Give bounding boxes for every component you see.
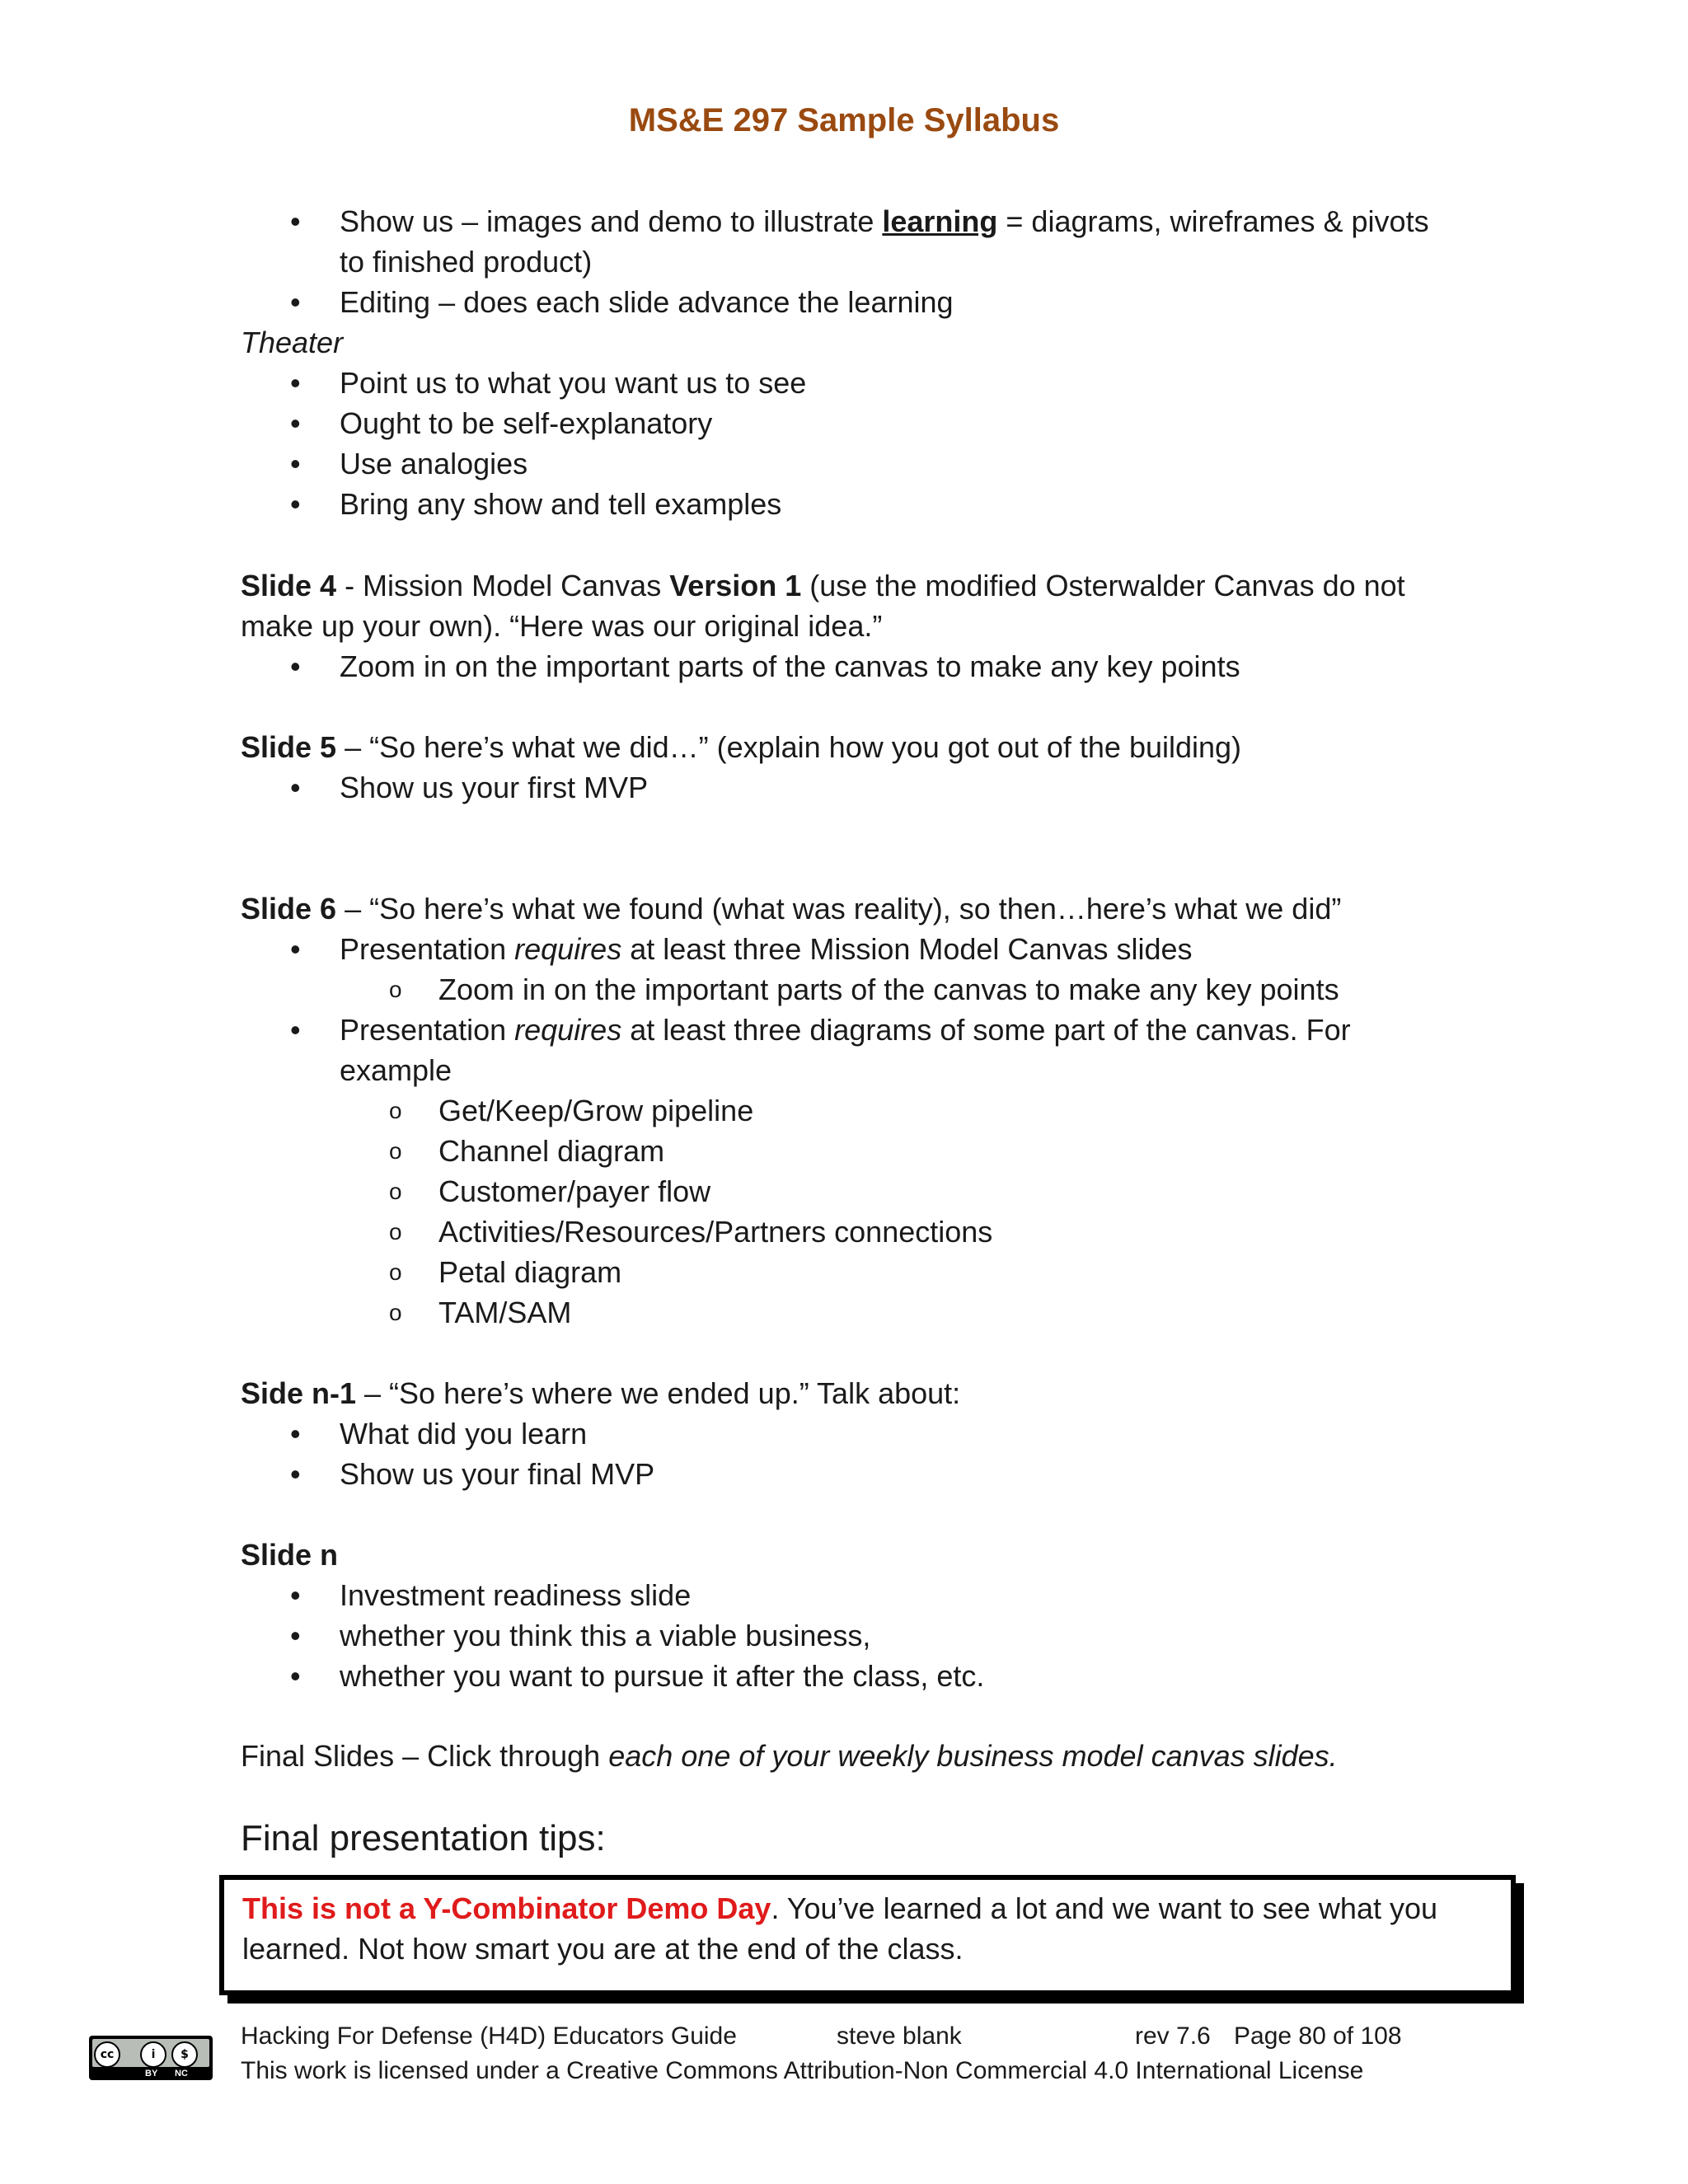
- list-item: • Ought to be self-explanatory: [241, 403, 1477, 443]
- side-n-minus-1-section: Side n-1 – “So here’s where we ended up.” Talk about: • What did you learn • Show us your final MVP: [241, 1373, 1477, 1494]
- bullet-marker: [290, 282, 301, 322]
- list-item-continuation: example: [340, 1053, 452, 1087]
- final-slides-paragraph: Final Slides – Click through each one of your weekly business model canvas slides.: [241, 1739, 1338, 1773]
- list-item: • whether you want to pursue it after the class, etc.: [241, 1656, 1477, 1696]
- list-item: • Investment readiness slide: [241, 1575, 1477, 1615]
- by-icon: i: [140, 2041, 166, 2068]
- list-item: • Presentation requires at least three diagrams of some part of the canvas. For: [241, 1010, 1477, 1050]
- list-item: • Bring any show and tell examples: [241, 484, 1477, 524]
- cc-license-icon: cc i $ BY NC: [89, 2036, 213, 2080]
- list-item: [241, 201, 1477, 241]
- list-item: • Show us your first MVP: [241, 767, 1477, 808]
- list-item: • Zoom in on the important parts of the canvas to make any key points: [241, 646, 1477, 687]
- list-item: • What did you learn: [241, 1413, 1477, 1454]
- callout-box: This is not a Y-Combinator Demo Day. You’ve learned a lot and we want to see what you learned. Not how smart you are at the end of the class.: [219, 1875, 1516, 1995]
- footer-guide-title: Hacking For Defense (H4D) Educators Guide: [241, 2022, 737, 2050]
- page-title: MS&E 297 Sample Syllabus: [628, 102, 1060, 138]
- list-item: • Editing – does each slide advance the learning: [241, 282, 1477, 322]
- slide-label: Slide 6: [241, 892, 337, 926]
- list-item: • whether you think this a viable business,: [241, 1615, 1477, 1656]
- sub-list-item: o Activities/Resources/Partners connections: [241, 1212, 1477, 1252]
- cc-icon: cc: [94, 2041, 120, 2068]
- slide-label: Slide 5: [241, 730, 337, 764]
- footer-license-text: This work is licensed under a Creative Commons Attribution-Non Commercial 4.0 International License: [241, 2057, 1364, 2084]
- slide6-section: Slide 6 – “So here’s what we found (what was reality), so then…here’s what we did” • Presentation requires at least three Mission Model Canvas slides o Zoom in on the important parts of the canvas to make any key points • Presentation requires at least three diagrams of some part of the canvas. For example o Get/Keep/Grow pipeline o Channel diagram o Customer/payer flow o Activities/Resources/Partners connections o Petal diagram o TAM/SAM: [241, 888, 1477, 1333]
- bullet-marker: [290, 201, 301, 241]
- list-item: • Show us your final MVP: [241, 1454, 1477, 1494]
- sub-list-item: o Channel diagram: [241, 1131, 1477, 1171]
- list-item: • Presentation requires at least three Mission Model Canvas slides: [241, 929, 1477, 969]
- slide-label: Side n-1: [241, 1376, 357, 1410]
- footer-author: steve blank: [837, 2022, 962, 2050]
- list-item-text: = diagrams, wireframes & pivots: [997, 204, 1429, 238]
- list-item-continuation: to finished product): [340, 245, 593, 279]
- slide5-section: Slide 5 – “So here’s what we did…” (explain how you got out of the building) • Show us your first MVP: [241, 727, 1477, 808]
- list-item-text: Show us – images and demo to illustrate: [340, 204, 883, 238]
- slide4-section: Slide 4 - Mission Model Canvas Version 1 (use the modified Osterwalder Canvas do not make up your own). “Here was our original idea.” • Zoom in on the important parts of the canvas to make any key points: [241, 565, 1477, 687]
- tips-heading: Final presentation tips:: [241, 1818, 606, 1858]
- page-footer: [241, 2019, 1436, 2088]
- callout-highlight: This is not a Y-Combinator Demo Day: [242, 1891, 771, 1925]
- sub-list-item: o Zoom in on the important parts of the canvas to make any key points: [241, 969, 1477, 1010]
- sub-list-item: o Customer/payer flow: [241, 1171, 1477, 1212]
- sub-list-item: o Get/Keep/Grow pipeline: [241, 1090, 1477, 1131]
- emphasis-learning: learning: [882, 204, 998, 238]
- list-item: • Point us to what you want us to see: [241, 363, 1477, 403]
- slide-n-section: [241, 1535, 1477, 1696]
- slide-label: Slide n: [241, 1538, 339, 1572]
- footer-revision: rev 7.6: [1135, 2022, 1211, 2050]
- sub-list-item: o TAM/SAM: [241, 1292, 1477, 1333]
- sub-list-item: o Petal diagram: [241, 1252, 1477, 1292]
- intro-section: [241, 201, 1477, 524]
- section-heading-theater: Theater: [241, 326, 344, 359]
- footer-page-number: Page 80 of 108: [1234, 2022, 1402, 2050]
- list-item: • Use analogies: [241, 443, 1477, 484]
- nc-icon: $: [171, 2041, 198, 2068]
- slide-label: Slide 4: [241, 569, 337, 602]
